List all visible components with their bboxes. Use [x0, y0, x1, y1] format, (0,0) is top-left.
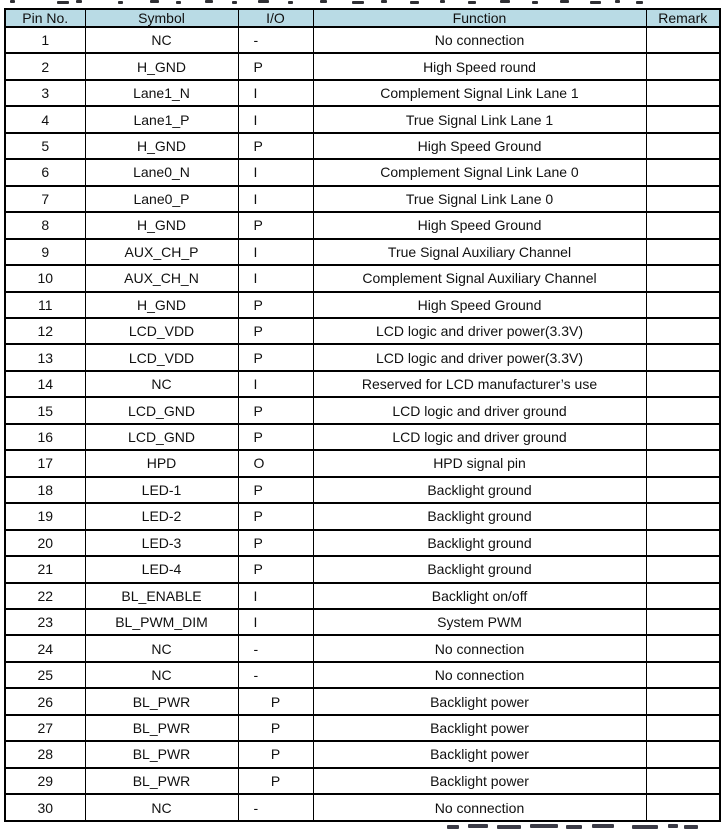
table-row	[5, 450, 720, 476]
remark-cell	[646, 265, 720, 291]
function-cell: Backlight power	[313, 715, 646, 741]
io-cell: P	[238, 133, 313, 159]
pin-cell: 26	[5, 688, 85, 714]
table-row	[5, 27, 720, 53]
pin-cell: 5	[5, 133, 85, 159]
pin-cell: 13	[5, 344, 85, 370]
symbol-cell: LED-1	[85, 477, 238, 503]
symbol-cell: LED-2	[85, 503, 238, 529]
function-cell: True Signal Link Lane 0	[313, 186, 646, 212]
function-cell: True Signal Auxiliary Channel	[313, 239, 646, 265]
remark-cell	[646, 715, 720, 741]
table-row	[5, 477, 720, 503]
symbol-cell: NC	[85, 662, 238, 688]
symbol-cell: BL_PWM_DIM	[85, 609, 238, 635]
table-row	[5, 344, 720, 370]
symbol-cell: BL_PWR	[85, 715, 238, 741]
table-row	[5, 106, 720, 132]
io-cell: P	[238, 741, 313, 767]
table-row	[5, 397, 720, 423]
function-cell: True Signal Link Lane 1	[313, 106, 646, 132]
function-cell: No connection	[313, 662, 646, 688]
io-cell: O	[238, 450, 313, 476]
io-cell: P	[238, 344, 313, 370]
table-row	[5, 794, 720, 821]
pin-cell: 3	[5, 80, 85, 106]
function-cell: LCD logic and driver ground	[313, 424, 646, 450]
remark-cell	[646, 133, 720, 159]
io-cell: I	[238, 159, 313, 185]
symbol-cell: Lane1_P	[85, 106, 238, 132]
table-row	[5, 688, 720, 714]
pin-cell: 8	[5, 212, 85, 238]
remark-cell	[646, 344, 720, 370]
io-cell: P	[238, 768, 313, 794]
table-row	[5, 292, 720, 318]
table-row	[5, 318, 720, 344]
table-row	[5, 265, 720, 291]
table-row	[5, 186, 720, 212]
function-cell: LCD logic and driver power(3.3V)	[313, 318, 646, 344]
function-cell: Reserved for LCD manufacturer’s use	[313, 371, 646, 397]
symbol-cell: LCD_VDD	[85, 318, 238, 344]
remark-cell	[646, 768, 720, 794]
symbol-cell: BL_PWR	[85, 768, 238, 794]
io-cell: P	[238, 715, 313, 741]
table-row	[5, 53, 720, 79]
remark-cell	[646, 424, 720, 450]
io-cell: P	[238, 397, 313, 423]
table-row	[5, 503, 720, 529]
function-cell: Backlight power	[313, 741, 646, 767]
table-row	[5, 159, 720, 185]
table-row	[5, 635, 720, 661]
function-cell: System PWM	[313, 609, 646, 635]
symbol-cell: NC	[85, 635, 238, 661]
remark-cell	[646, 292, 720, 318]
remark-cell	[646, 186, 720, 212]
symbol-cell: H_GND	[85, 53, 238, 79]
io-cell: P	[238, 503, 313, 529]
remark-cell	[646, 371, 720, 397]
io-cell: I	[238, 265, 313, 291]
function-cell: No connection	[313, 794, 646, 821]
function-cell: Backlight ground	[313, 477, 646, 503]
function-cell: No connection	[313, 635, 646, 661]
symbol-cell: Lane0_P	[85, 186, 238, 212]
remark-cell	[646, 239, 720, 265]
pin-cell: 12	[5, 318, 85, 344]
table-row	[5, 212, 720, 238]
symbol-cell: BL_ENABLE	[85, 583, 238, 609]
table-row	[5, 583, 720, 609]
io-cell: P	[238, 530, 313, 556]
table-row	[5, 662, 720, 688]
table-row	[5, 715, 720, 741]
remark-cell	[646, 609, 720, 635]
function-cell: Backlight power	[313, 688, 646, 714]
io-cell: P	[238, 212, 313, 238]
pin-cell: 17	[5, 450, 85, 476]
remark-cell	[646, 741, 720, 767]
remark-cell	[646, 450, 720, 476]
io-cell: P	[238, 424, 313, 450]
pin-cell: 20	[5, 530, 85, 556]
function-cell: High Speed Ground	[313, 133, 646, 159]
pin-cell: 18	[5, 477, 85, 503]
remark-cell	[646, 503, 720, 529]
symbol-cell: LCD_VDD	[85, 344, 238, 370]
pin-cell: 27	[5, 715, 85, 741]
function-cell: No connection	[313, 27, 646, 53]
pin-cell: 29	[5, 768, 85, 794]
pin-cell: 15	[5, 397, 85, 423]
header-pin-no: Pin No.	[5, 9, 85, 27]
remark-cell	[646, 318, 720, 344]
remark-cell	[646, 556, 720, 582]
symbol-cell: AUX_CH_P	[85, 239, 238, 265]
table-row	[5, 424, 720, 450]
table-header-row	[5, 9, 720, 27]
function-cell: LCD logic and driver power(3.3V)	[313, 344, 646, 370]
symbol-cell: LED-3	[85, 530, 238, 556]
io-cell: I	[238, 80, 313, 106]
table-row	[5, 239, 720, 265]
pin-cell: 14	[5, 371, 85, 397]
io-cell: -	[238, 635, 313, 661]
pin-cell: 9	[5, 239, 85, 265]
pin-cell: 28	[5, 741, 85, 767]
function-cell: Backlight ground	[313, 530, 646, 556]
io-cell: P	[238, 53, 313, 79]
io-cell: I	[238, 239, 313, 265]
io-cell: I	[238, 583, 313, 609]
symbol-cell: BL_PWR	[85, 688, 238, 714]
pin-cell: 21	[5, 556, 85, 582]
io-cell: P	[238, 477, 313, 503]
remark-cell	[646, 662, 720, 688]
symbol-cell: Lane0_N	[85, 159, 238, 185]
symbol-cell: AUX_CH_N	[85, 265, 238, 291]
symbol-cell: NC	[85, 371, 238, 397]
function-cell: HPD signal pin	[313, 450, 646, 476]
symbol-cell: Lane1_N	[85, 80, 238, 106]
io-cell: P	[238, 318, 313, 344]
table-row	[5, 609, 720, 635]
symbol-cell: HPD	[85, 450, 238, 476]
table-row	[5, 371, 720, 397]
remark-cell	[646, 530, 720, 556]
function-cell: Complement Signal Link Lane 0	[313, 159, 646, 185]
function-cell: Backlight ground	[313, 503, 646, 529]
remark-cell	[646, 212, 720, 238]
pin-cell: 10	[5, 265, 85, 291]
table-row	[5, 768, 720, 794]
table-row	[5, 530, 720, 556]
pin-table-body	[5, 27, 720, 821]
symbol-cell: H_GND	[85, 212, 238, 238]
pin-cell: 2	[5, 53, 85, 79]
function-cell: High Speed Ground	[313, 292, 646, 318]
io-cell: -	[238, 27, 313, 53]
pin-cell: 19	[5, 503, 85, 529]
remark-cell	[646, 106, 720, 132]
function-cell: Backlight on/off	[313, 583, 646, 609]
function-cell: High Speed Ground	[313, 212, 646, 238]
symbol-cell: LCD_GND	[85, 424, 238, 450]
symbol-cell: BL_PWR	[85, 741, 238, 767]
remark-cell	[646, 688, 720, 714]
io-cell: I	[238, 609, 313, 635]
function-cell: LCD logic and driver ground	[313, 397, 646, 423]
remark-cell	[646, 477, 720, 503]
pin-cell: 23	[5, 609, 85, 635]
io-cell: I	[238, 106, 313, 132]
io-cell: P	[238, 292, 313, 318]
pin-cell: 7	[5, 186, 85, 212]
symbol-cell: NC	[85, 794, 238, 821]
remark-cell	[646, 159, 720, 185]
symbol-cell: H_GND	[85, 133, 238, 159]
remark-cell	[646, 583, 720, 609]
remark-cell	[646, 397, 720, 423]
header-remark: Remark	[646, 9, 720, 27]
remark-cell	[646, 27, 720, 53]
symbol-cell: LED-4	[85, 556, 238, 582]
header-io: I/O	[238, 9, 313, 27]
remark-cell	[646, 80, 720, 106]
table-row	[5, 556, 720, 582]
header-symbol: Symbol	[85, 9, 238, 27]
remark-cell	[646, 794, 720, 821]
io-cell: I	[238, 371, 313, 397]
remark-cell	[646, 53, 720, 79]
io-cell: P	[238, 556, 313, 582]
pin-assignment-table	[4, 8, 721, 822]
table-row	[5, 80, 720, 106]
io-cell: -	[238, 662, 313, 688]
pin-cell: 22	[5, 583, 85, 609]
table-row	[5, 741, 720, 767]
function-cell: Complement Signal Link Lane 1	[313, 80, 646, 106]
pin-cell: 25	[5, 662, 85, 688]
function-cell: Backlight power	[313, 768, 646, 794]
header-function: Function	[313, 9, 646, 27]
function-cell: High Speed round	[313, 53, 646, 79]
pin-cell: 1	[5, 27, 85, 53]
symbol-cell: NC	[85, 27, 238, 53]
pin-cell: 30	[5, 794, 85, 821]
pin-cell: 4	[5, 106, 85, 132]
function-cell: Backlight ground	[313, 556, 646, 582]
pin-cell: 6	[5, 159, 85, 185]
io-cell: I	[238, 186, 313, 212]
pin-cell: 16	[5, 424, 85, 450]
pin-cell: 24	[5, 635, 85, 661]
symbol-cell: LCD_GND	[85, 397, 238, 423]
symbol-cell: H_GND	[85, 292, 238, 318]
table-row	[5, 133, 720, 159]
io-cell: -	[238, 794, 313, 821]
remark-cell	[646, 635, 720, 661]
io-cell: P	[238, 688, 313, 714]
pin-cell: 11	[5, 292, 85, 318]
function-cell: Complement Signal Auxiliary Channel	[313, 265, 646, 291]
